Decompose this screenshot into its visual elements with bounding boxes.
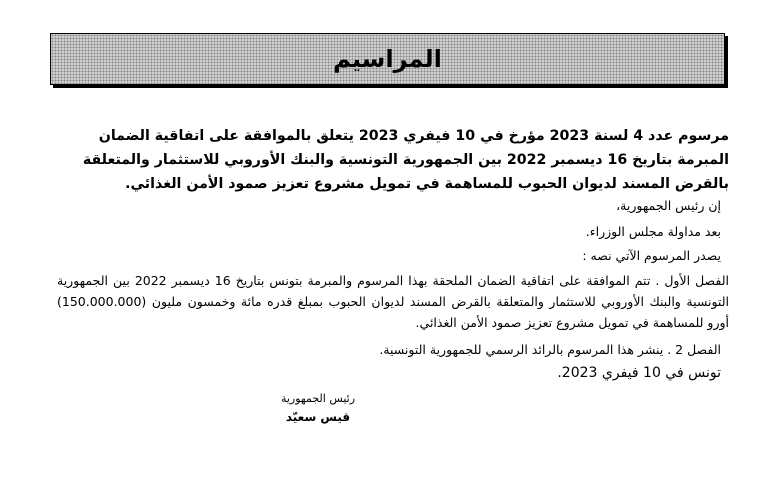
place-date: تونس في 10 فيفري 2023. (557, 365, 721, 381)
section-header-box (50, 33, 725, 85)
signature-name: قيس سعيّد (285, 410, 351, 424)
section-title: المراسيم (333, 45, 442, 73)
decree-title: مرسوم عدد 4 لسنة 2023 مؤرخ في 10 فيفري 2023 يتعلق بالموافقة على اتفاقية الضمان المبرمة بتاريخ 16 ديسمبر 2022 بين الجمهورية التونسية والبنك الأوروبي للاستثمار والمتعلقة بالقرض المسند لديوان الحبوب للمساهمة في تمويل مشروع تعزيز صمود الأمن الغذائي. (82, 128, 729, 192)
signature-role: رئيس الجمهورية (280, 392, 356, 405)
preamble-council: بعد مداولة مجلس الوزراء. (585, 224, 721, 239)
article-1: الفصل الأول . تتم الموافقة على اتفاقية الضمان الملحقة بهذا المرسوم والمبرمة بتونس بتاريخ 16 ديسمبر 2022 بين الجمهورية التونسية والبنك الأوروبي للاستثمار والمتعلقة بالقرض المسند لديوان الحبوب بمبلغ قدره مائة وخمسون مليون (150.000.000) أورو للمساهمة في تمويل مشروع تعزيز صمود الأمن الغذائي. (57, 273, 729, 330)
preamble-enactment: يصدر المرسوم الآتي نصه : (582, 248, 721, 263)
article-2: الفصل 2 . ينشر هذا المرسوم بالرائد الرسمي للجمهورية التونسية. (379, 342, 721, 357)
preamble-president: إن رئيس الجمهورية، (616, 198, 721, 213)
